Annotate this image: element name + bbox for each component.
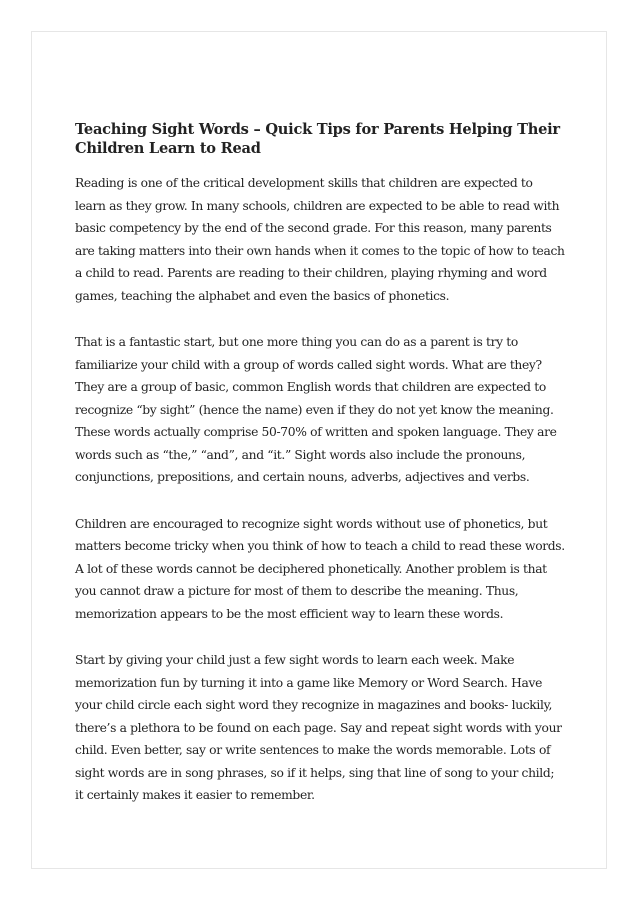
document-title: Teaching Sight Words – Quick Tips for Parents Helping Their Children Learn to Read [75,121,560,157]
paragraph-2: That is a fantastic start, but one more thing you can do as a parent is try to familiarize your child with a group of words called sight words. What are they? They are a group of basic, common English words that children are expected to recognize “by sight” (hence the name) even if they do not yet know the meaning. These words actually comprise 50-70% of written and spoken language. They are words such as “the,” “and”, and “it.” Sight words also include the pronouns, conjunctions, prepositions, and certain nouns, adverbs, adjectives and verbs. [75,335,557,484]
document-content [75,120,565,831]
paragraph-4: Start by giving your child just a few sight words to learn each week. Make memorization fun by turning it into a game like Memory or Word Search. Have your child circle each sight word they recognize in magazines and books- luckily, there’s a plethora to be found on each page. Say and repeat sight words with your child. Even better, say or write sentences to make the words memorable. Lots of sight words are in song phrases, so if it helps, sing that line of song to your child; it certainly makes it easier to remember. [75,653,562,802]
paragraph-1: Reading is one of the critical development skills that children are expected to learn as they grow. In many schools, children are expected to be able to read with basic competency by the end of the second grade. For this reason, many parents are taking matters into their own hands when it comes to the topic of how to teach a child to read. Parents are reading to their children, playing rhyming and word games, teaching the alphabet and even the basics of phonetics. [75,176,565,303]
paragraph-3: Children are encouraged to recognize sight words without use of phonetics, but matters become tricky when you think of how to teach a child to read these words. A lot of these words cannot be deciphered phonetically. Another problem is that you cannot draw a picture for most of them to describe the meaning. Thus, memorization appears to be the most efficient way to learn these words. [75,516,565,621]
